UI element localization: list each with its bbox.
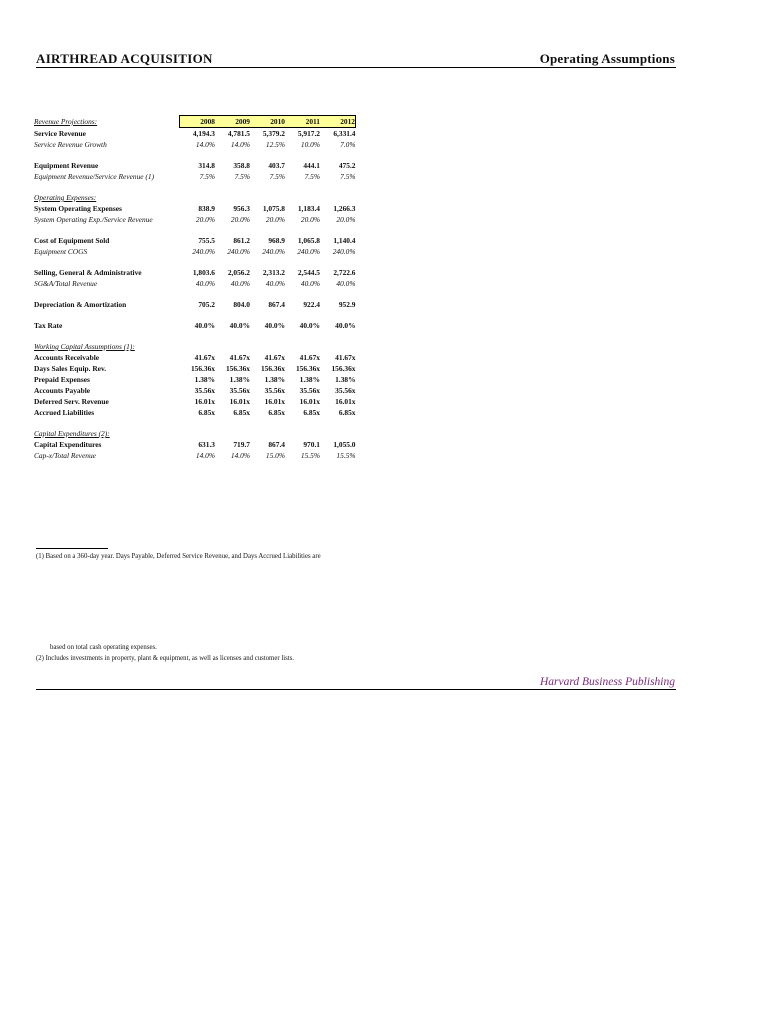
table-row	[34, 352, 356, 363]
value-cell: 968.9	[268, 236, 285, 245]
value-cell: 1,065.8	[297, 236, 320, 245]
footnote-rule	[36, 548, 108, 549]
value-cell: 35.56x	[299, 386, 320, 395]
value-cell: 14.0%	[230, 451, 250, 460]
value-cell	[215, 341, 250, 352]
value-cell: 6.85x	[233, 408, 250, 417]
value-cell	[320, 192, 356, 203]
row-label: Equipment Revenue	[34, 161, 99, 170]
value-cell: 35.56x	[264, 386, 285, 395]
row-label: Deferred Serv. Revenue	[34, 397, 109, 406]
spacer-row	[34, 150, 356, 160]
value-cell: 41.67x	[335, 353, 356, 362]
row-label: Cost of Equipment Sold	[34, 236, 110, 245]
value-cell: 16.01x	[335, 397, 356, 406]
section-header-row	[34, 428, 356, 439]
value-cell: 40.0%	[194, 321, 215, 330]
value-cell: 41.67x	[299, 353, 320, 362]
row-label: Days Sales Equip. Rev.	[34, 364, 107, 373]
row-label: Capital Expenditures (2):	[34, 429, 110, 438]
value-cell: 755.5	[198, 236, 215, 245]
year-header-cell: 2008	[180, 116, 216, 128]
value-cell: 15.0%	[265, 451, 285, 460]
value-cell: 14.0%	[195, 451, 215, 460]
value-cell: 705.2	[198, 300, 215, 309]
row-label: Service Revenue Growth	[34, 140, 107, 149]
year-header-cell: 2012	[320, 116, 356, 128]
row-label: System Operating Exp./Service Revenue	[34, 215, 153, 224]
value-cell: 41.67x	[194, 353, 215, 362]
value-cell: 7.5%	[340, 172, 356, 181]
header-rule	[36, 67, 676, 68]
row-label: Tax Rate	[34, 321, 63, 330]
footnote-1: (1) Based on a 360-day year. Days Payable, Deferred Service Revenue, and Days Accrued Liabilities are	[36, 553, 321, 560]
spacer-cell	[34, 331, 356, 341]
footnote-1-continued: based on total cash operating expenses.	[50, 644, 157, 651]
table-row	[34, 396, 356, 407]
value-cell: 156.36x	[295, 364, 320, 373]
value-cell: 952.9	[338, 300, 356, 309]
footnote-2: (2) Includes investments in property, plant & equipment, as well as licenses and customer lists.	[36, 655, 294, 662]
value-cell: 1,140.4	[333, 236, 356, 245]
value-cell: 40.0%	[230, 279, 250, 288]
value-cell: 40.0%	[264, 321, 285, 330]
value-cell: 156.36x	[190, 364, 215, 373]
value-cell: 40.0%	[300, 279, 320, 288]
value-cell	[180, 192, 216, 203]
spacer-row	[34, 182, 356, 192]
value-cell: 956.3	[233, 204, 250, 213]
table-row	[34, 385, 356, 396]
value-cell: 2,313.2	[262, 268, 285, 277]
table-row	[34, 374, 356, 385]
table-row	[34, 363, 356, 374]
table-row	[34, 203, 356, 214]
value-cell: 5,917.2	[297, 129, 320, 138]
spacer-row	[34, 289, 356, 299]
value-cell	[250, 192, 285, 203]
row-label: Prepaid Expenses	[34, 375, 90, 384]
value-cell: 1.38%	[194, 375, 215, 384]
table-row	[34, 128, 356, 140]
table-row	[34, 450, 356, 461]
value-cell: 444.1	[303, 161, 320, 170]
value-cell: 631.3	[198, 440, 215, 449]
value-cell: 20.0%	[195, 215, 215, 224]
value-cell: 35.56x	[229, 386, 250, 395]
spacer-cell	[34, 418, 356, 428]
spacer-row	[34, 331, 356, 341]
spacer-cell	[34, 310, 356, 320]
value-cell: 1,183.4	[297, 204, 320, 213]
value-cell: 1,803.6	[192, 268, 215, 277]
table-row	[34, 278, 356, 289]
value-cell: 7.5%	[269, 172, 285, 181]
value-cell	[285, 341, 320, 352]
year-header-cell: 2011	[285, 116, 320, 128]
value-cell: 240.0%	[262, 247, 285, 256]
value-cell: 358.8	[233, 161, 250, 170]
value-cell: 2,056.2	[227, 268, 250, 277]
row-label: Capital Expenditures	[34, 440, 102, 449]
value-cell: 4,194.3	[192, 129, 215, 138]
spacer-row	[34, 418, 356, 428]
spacer-cell	[34, 257, 356, 267]
row-label: Equipment Revenue/Service Revenue (1)	[34, 172, 155, 181]
table-row	[34, 235, 356, 246]
value-cell: 41.67x	[229, 353, 250, 362]
value-cell: 5,379.2	[262, 129, 285, 138]
value-cell: 719.7	[233, 440, 250, 449]
value-cell: 867.4	[268, 440, 285, 449]
value-cell: 240.0%	[332, 247, 356, 256]
value-cell: 41.67x	[264, 353, 285, 362]
row-label: Selling, General & Administrative	[34, 268, 142, 277]
value-cell: 2,722.6	[333, 268, 356, 277]
value-cell: 6.85x	[338, 408, 356, 417]
value-cell: 6.85x	[198, 408, 215, 417]
section-header-row	[34, 192, 356, 203]
value-cell: 1,075.8	[262, 204, 285, 213]
value-cell	[180, 341, 216, 352]
value-cell	[320, 428, 356, 439]
row-label: Depreciation & Amortization	[34, 300, 127, 309]
spacer-row	[34, 310, 356, 320]
value-cell: 1.38%	[299, 375, 320, 384]
value-cell: 156.36x	[225, 364, 250, 373]
value-cell: 12.5%	[265, 140, 285, 149]
value-cell: 20.0%	[336, 215, 356, 224]
table-row	[34, 139, 356, 150]
value-cell: 10.0%	[300, 140, 320, 149]
value-cell	[250, 341, 285, 352]
row-label: Accrued Liabilities	[34, 408, 95, 417]
value-cell: 314.8	[198, 161, 215, 170]
spacer-cell	[34, 225, 356, 235]
row-label: SG&A/Total Revenue	[34, 279, 98, 288]
value-cell: 40.0%	[265, 279, 285, 288]
row-label: Working Capital Assumptions (1):	[34, 342, 135, 351]
year-header-cell: 2010	[250, 116, 285, 128]
value-cell	[250, 428, 285, 439]
value-cell	[320, 341, 356, 352]
value-cell: 1,266.3	[333, 204, 356, 213]
publisher-credit: Harvard Business Publishing	[539, 676, 675, 688]
value-cell: 403.7	[268, 161, 285, 170]
operating-assumptions-table	[34, 115, 356, 461]
value-cell: 867.4	[268, 300, 285, 309]
value-cell: 4,781.5	[227, 129, 250, 138]
value-cell: 15.5%	[336, 451, 356, 460]
value-cell: 7.5%	[234, 172, 250, 181]
table-row	[34, 160, 356, 171]
value-cell: 6.85x	[303, 408, 320, 417]
row-label: Accounts Receivable	[34, 353, 100, 362]
value-cell: 20.0%	[230, 215, 250, 224]
table-row	[34, 320, 356, 331]
value-cell: 6,331.4	[333, 129, 356, 138]
value-cell: 20.0%	[265, 215, 285, 224]
section-header-row	[34, 341, 356, 352]
row-label: Service Revenue	[34, 128, 86, 138]
value-cell: 16.01x	[194, 397, 215, 406]
value-cell	[180, 428, 216, 439]
value-cell: 35.56x	[194, 386, 215, 395]
table-row	[34, 214, 356, 225]
spacer-row	[34, 257, 356, 267]
table-row	[34, 171, 356, 182]
value-cell: 7.0%	[340, 140, 356, 149]
value-cell: 7.5%	[199, 172, 215, 181]
row-label: Accounts Payable	[34, 386, 91, 395]
spacer-cell	[34, 289, 356, 299]
spacer-cell	[34, 150, 356, 160]
value-cell	[215, 192, 250, 203]
row-label: Equipment COGS	[34, 247, 88, 256]
spacer-row	[34, 225, 356, 235]
spacer-cell	[34, 182, 356, 192]
value-cell: 1.38%	[335, 375, 356, 384]
value-cell: 14.0%	[230, 140, 250, 149]
value-cell	[285, 428, 320, 439]
year-header-cell: 2009	[215, 116, 250, 128]
value-cell: 2,544.5	[297, 268, 320, 277]
value-cell: 6.85x	[268, 408, 285, 417]
table-row	[34, 246, 356, 257]
value-cell: 240.0%	[297, 247, 320, 256]
value-cell: 7.5%	[304, 172, 320, 181]
value-cell: 20.0%	[300, 215, 320, 224]
value-cell: 1.38%	[229, 375, 250, 384]
value-cell: 40.0%	[336, 279, 356, 288]
value-cell	[215, 428, 250, 439]
value-cell: 35.56x	[335, 386, 356, 395]
value-cell: 40.0%	[195, 279, 215, 288]
value-cell: 156.36x	[260, 364, 285, 373]
value-cell: 1,055.0	[333, 440, 356, 449]
value-cell: 804.0	[233, 300, 250, 309]
value-cell: 14.0%	[195, 140, 215, 149]
value-cell: 240.0%	[227, 247, 250, 256]
value-cell: 240.0%	[192, 247, 215, 256]
value-cell	[285, 192, 320, 203]
footer-rule	[36, 689, 676, 690]
value-cell: 1.38%	[264, 375, 285, 384]
section-title: Operating Assumptions	[539, 51, 675, 66]
year-header-row	[34, 116, 356, 128]
row-label: Cap-x/Total Revenue	[34, 451, 96, 460]
value-cell: 838.9	[198, 204, 215, 213]
table-row	[34, 439, 356, 450]
value-cell: 156.36x	[331, 364, 356, 373]
row-label: System Operating Expenses	[34, 204, 122, 213]
document-title: AIRTHREAD ACQUISITION	[36, 51, 213, 66]
year-header-blank: Revenue Projections:	[34, 116, 180, 128]
value-cell: 922.4	[303, 300, 320, 309]
value-cell: 40.0%	[335, 321, 356, 330]
table-row	[34, 299, 356, 310]
value-cell: 861.2	[233, 236, 250, 245]
value-cell: 15.5%	[300, 451, 320, 460]
value-cell: 970.1	[303, 440, 320, 449]
value-cell: 16.01x	[229, 397, 250, 406]
value-cell: 475.2	[338, 161, 356, 170]
row-label: Operating Expenses:	[34, 193, 97, 202]
value-cell: 16.01x	[264, 397, 285, 406]
table-row	[34, 267, 356, 278]
value-cell: 40.0%	[229, 321, 250, 330]
value-cell: 16.01x	[299, 397, 320, 406]
table-row	[34, 407, 356, 418]
value-cell: 40.0%	[299, 321, 320, 330]
